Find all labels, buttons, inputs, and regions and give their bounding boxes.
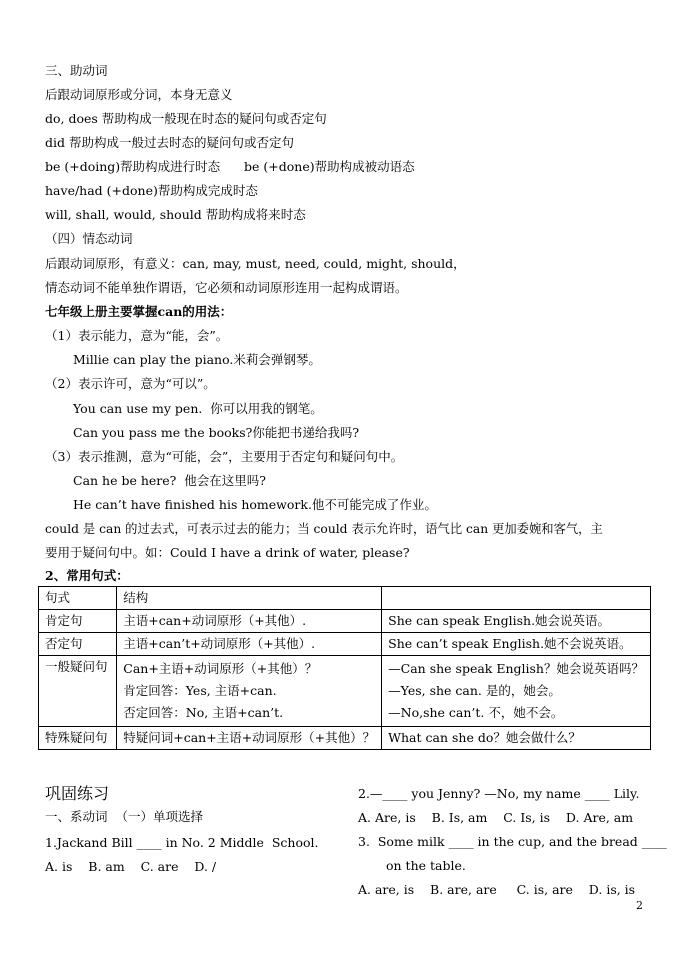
structure-line: Can+主语+动词原形（+其他）？: [123, 661, 318, 676]
patterns-title: 2、常用句式：: [45, 568, 129, 583]
usage-1-example-1: Millie can play the piano.米莉会弹钢琴。: [73, 352, 321, 367]
structure-line: 否定回答：No, 主语+can’t.: [123, 705, 284, 720]
structure-line: 肯定回答：Yes, 主语+can.: [123, 683, 277, 698]
section3-line-6: will, shall, would, should 帮助构成将来时态: [45, 207, 306, 222]
usage-2-example-1: You can use my pen. 你可以用我的钢笔。: [73, 401, 323, 416]
could-line-2: 要用于疑问句中。如：Could I have a drink of water, please?: [45, 545, 410, 560]
usage-3-example-2: He can’t have finished his homework.他不可能完成了作业。: [73, 497, 437, 512]
row-structure: 主语+can+动词原形（+其他）.: [117, 610, 382, 633]
section4-heading: （四）情态动词: [45, 231, 133, 246]
usage-3-title: （3）表示推测，意为“可能，会”，主要用于否定句和疑问句中。: [45, 449, 404, 464]
section3-line-1: 后跟动词原形或分词，本身无意义: [45, 87, 233, 102]
could-line-1: could 是 can 的过去式，可表示过去的能力；当 could 表示允许时，语气比 can 更加委婉和客气，主: [45, 522, 603, 536]
section3-line-4: be (+doing)帮助构成进行时态 be (+done)帮助构成被动语态: [45, 159, 415, 174]
usage-1-title: （1）表示能力，意为“能，会”。: [45, 328, 229, 343]
page-number: 2: [636, 899, 643, 912]
row-type: 否定句: [39, 633, 117, 656]
usage-3-example-1: Can he be here? 他会在这里吗?: [73, 473, 267, 488]
row-example: She can’t speak English.她不会说英语。: [382, 633, 651, 656]
question-1-options: A. is B. am C. are D. /: [45, 859, 217, 874]
section3-line-5: have/had (+done)帮助构成完成时态: [45, 183, 258, 198]
section3-heading: 三、助动词: [45, 63, 108, 78]
patterns-table: [38, 586, 651, 750]
section4-line-2: 情态动词不能单独作谓语，它必须和动词原形连用一起构成谓语。: [45, 280, 408, 295]
header-type: 句式: [39, 587, 117, 610]
row-example: [382, 656, 651, 727]
header-example: [382, 587, 651, 610]
row-type: 一般疑问句: [39, 656, 117, 727]
usage-2-title: （2）表示许可，意为“可以”。: [45, 376, 216, 391]
can-usage-title: 七年级上册主要掌握can的用法：: [45, 304, 233, 319]
section4-line-1: 后跟动词原形，有意义：can, may, must, need, could, might, should，: [45, 256, 466, 271]
example-line: —No,she can’t. 不，她不会。: [388, 705, 564, 720]
row-structure: 主语+can’t+动词原形（+其他）.: [117, 633, 382, 656]
practice-subheading: 一、系动词 （一）单项选择: [45, 809, 203, 824]
row-type: 特殊疑问句: [39, 727, 117, 750]
practice-title: 巩固练习: [45, 784, 110, 803]
row-example: What can she do？她会做什么？: [382, 727, 651, 750]
question-3-options: A. are, is B. are, are C. is, are D. is, is: [358, 882, 636, 897]
header-structure: 结构: [117, 587, 382, 610]
table-row: [39, 656, 651, 727]
table-header-row: [39, 587, 651, 610]
question-1: 1.Jackand Bill ____ in No. 2 Middle School.: [45, 835, 319, 850]
example-line: —Can she speak English？她会说英语吗？: [388, 661, 644, 676]
row-example: She can speak English.她会说英语。: [382, 610, 651, 633]
row-structure: 特疑问词+can+主语+动词原形（+其他）？: [117, 727, 382, 750]
question-3: 3. Some milk ____ in the cup, and the bread ____: [358, 834, 667, 849]
table-row: [39, 727, 651, 750]
usage-2-example-2: Can you pass me the books?你能把书递给我吗?: [73, 425, 360, 440]
example-line: —Yes, she can. 是的，她会。: [388, 683, 561, 698]
question-2-options: A. Are, is B. Is, am C. Is, is D. Are, am: [358, 810, 634, 825]
question-3-continued: on the table.: [386, 858, 466, 873]
table-row: [39, 633, 651, 656]
section3-line-2: do, does 帮助构成一般现在时态的疑问句或否定句: [45, 111, 327, 126]
question-2: 2.—____ you Jenny? —No, my name ____ Lily.: [358, 786, 640, 801]
table-row: [39, 610, 651, 633]
section3-line-3: did 帮助构成一般过去时态的疑问句或否定句: [45, 135, 294, 150]
row-type: 肯定句: [39, 610, 117, 633]
row-structure: [117, 656, 382, 727]
